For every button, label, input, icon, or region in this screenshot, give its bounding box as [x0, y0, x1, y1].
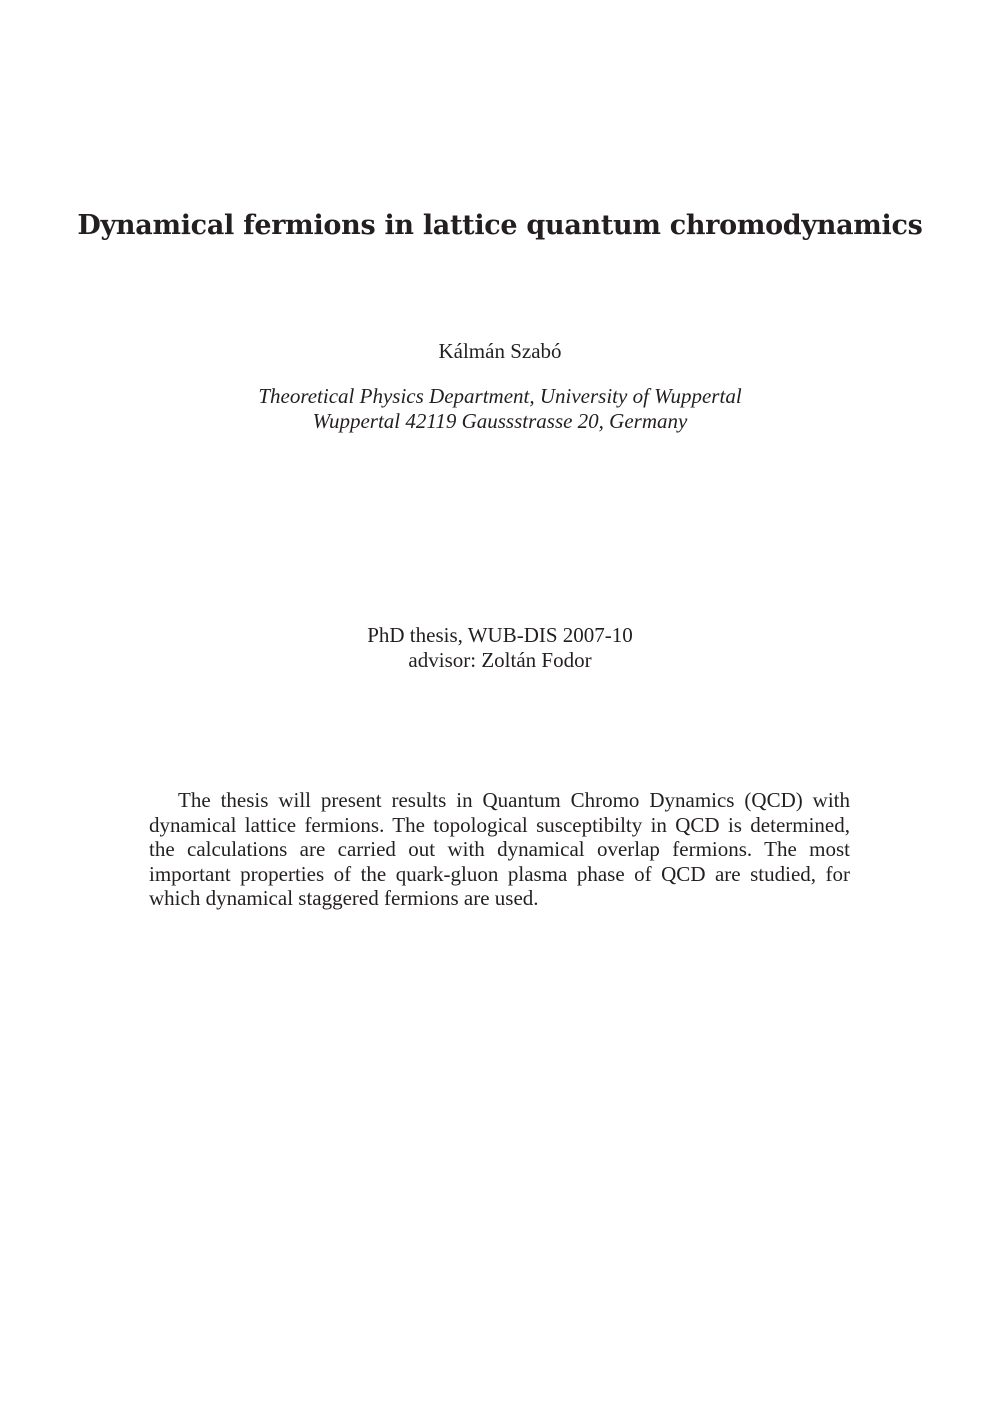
thesis-advisor: advisor: Zoltán Fodor	[408, 648, 592, 672]
author-affiliation	[0, 384, 1000, 434]
thesis-identifier: PhD thesis, WUB-DIS 2007-10	[367, 623, 633, 647]
affiliation-address: Wuppertal 42119 Gaussstrasse 20, Germany	[312, 409, 688, 433]
author-name: Kálmán Szabó	[438, 339, 562, 363]
affiliation-department: Theoretical Physics Department, University of Wuppertal	[258, 384, 742, 408]
abstract-paragraph: The thesis will present results in Quantum Chromo Dynamics (QCD) with dynamical lattice fermions. The topological susceptibilty in QCD is determined, the calculations are carried out with dynamical overlap fermions. The most important properties of the quark-gluon plasma phase of QCD are studied, for which dynamical staggered fermions are used.	[149, 788, 850, 910]
paper-title: Dynamical fermions in lattice quantum chromodynamics	[77, 210, 923, 241]
thesis-info	[0, 623, 1000, 673]
